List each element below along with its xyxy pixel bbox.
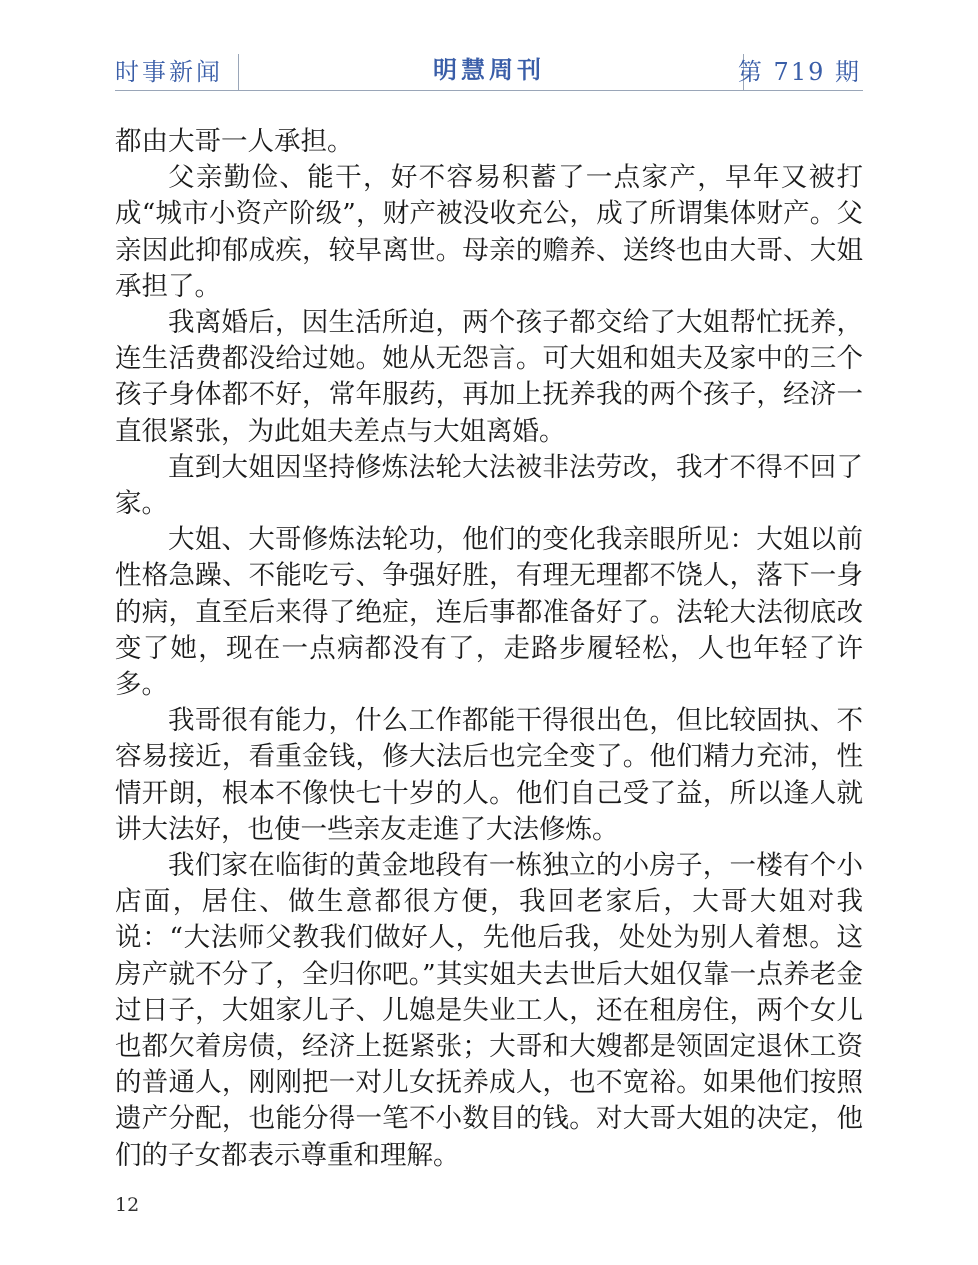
issue-number: 第 719 期 (737, 58, 861, 86)
article-body (115, 124, 863, 1174)
publication-title: 明慧周刊 (433, 55, 545, 84)
page-header (115, 44, 863, 91)
section-label: 时事新闻 (115, 58, 223, 86)
paragraph: 大姐、大哥修炼法轮功，他们的变化我亲眼所见：大姐以前性格急躁、不能吃亏、争强好胜，有理无理都不饶人，落下一身的病，直至后来得了绝症，连后事都准备好了。法轮大法彻底改变了她，现在一点病都没有了，走路步履轻松，人也年轻了许多。 (115, 524, 863, 701)
paragraph: 我哥很有能力，什么工作都能干得很出色，但比较固执、不容易接近，看重金钱，修大法后也完全变了。他们精力充沛，性情开朗，根本不像快七十岁的人。他们自己受了益，所以逢人就讲大法好，也使一些亲友走進了大法修炼。 (115, 705, 863, 845)
paragraph: 我们家在临街的黄金地段有一栋独立的小房子，一楼有个小店面，居住、做生意都很方便，我回老家后，大哥大姐对我说：“大法师父教我们做好人，先他后我，处处为别人着想。这房产就不分了，全归你吧。”其实姐夫去世后大姐仅靠一点养老金过日子，大姐家儿子、儿媳是失业工人，还在租房住，两个女儿也都欠着房债，经济上挺紧张；大哥和大嫂都是领固定退休工资的普通人，刚刚把一对儿女抚养成人，也不宽裕。如果他们按照遗产分配，也能分得一笔不小数目的钱。对大哥大姐的决定，他们的子女都表示尊重和理解。 (115, 850, 863, 1171)
paragraph: 直到大姐因坚持修炼法轮大法被非法劳改，我才不得不回了家。 (115, 451, 863, 520)
paragraph: 都由大哥一人承担。 (115, 126, 354, 157)
page-number: 12 (115, 1194, 140, 1216)
paragraph: 我离婚后，因生活所迫，两个孩子都交给了大姐帮忙抚养，连生活费都没给过她。她从无怨言。可大姐和姐夫及家中的三个孩子身体都不好，常年服药，再加上抚养我的两个孩子，经济一直很紧张，为此姐夫差点与大姐离婚。 (115, 307, 863, 447)
paragraph: 父亲勤俭、能干，好不容易积蓄了一点家产，早年又被打成“城市小资产阶级”，财产被没收充公，成了所谓集体财产。父亲因此抑郁成疾，较早离世。母亲的赡养、送终也由大哥、大姐承担了。 (115, 162, 863, 302)
